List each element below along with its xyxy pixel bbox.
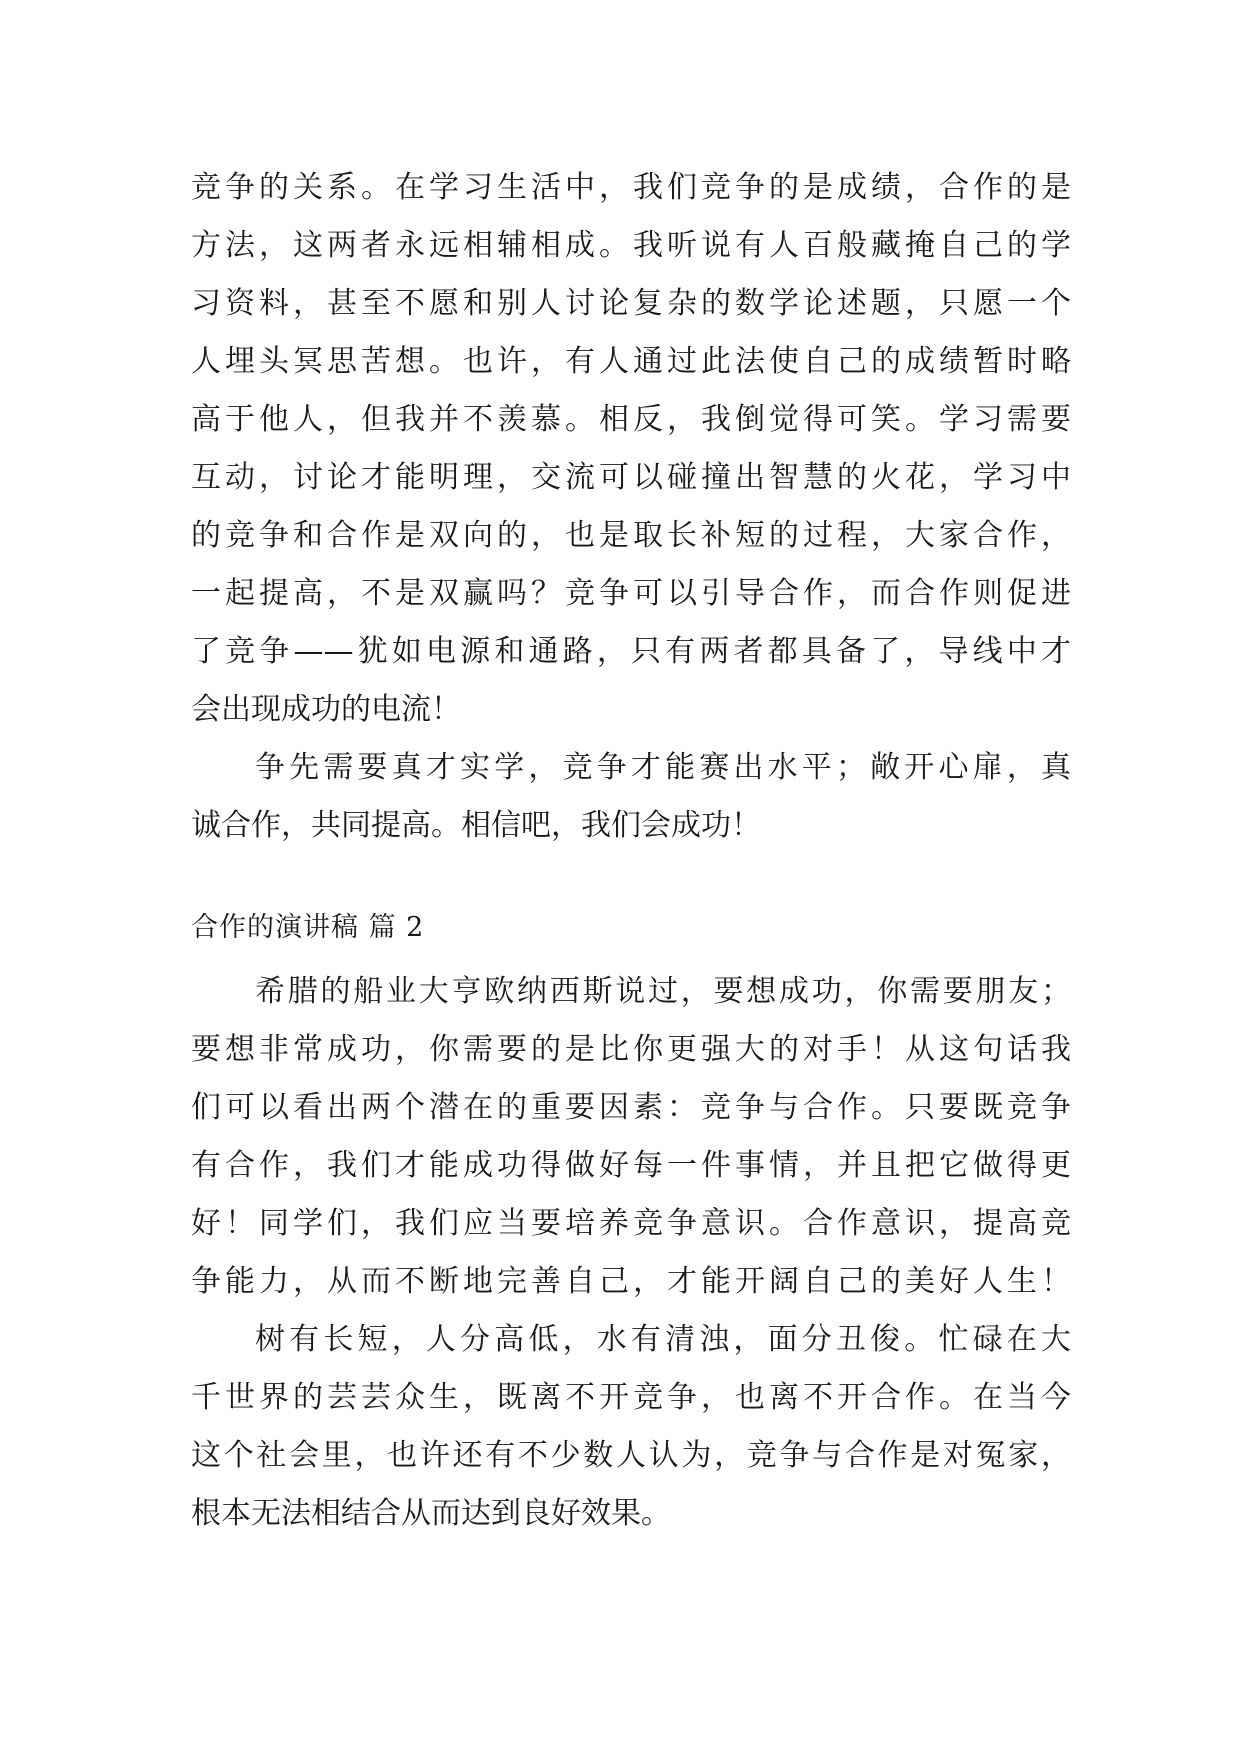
paragraph-line: 千世界的芸芸众生，既离不开竞争，也离不开合作。在当今: [191, 1380, 1071, 1415]
paragraph-line: 了竞争——犹如电源和通路，只有两者都具备了，导线中才: [191, 634, 1071, 669]
paragraph-line: 人埋头冥思苦想。也许，有人通过此法使自己的成绩暂时略: [191, 344, 1071, 379]
paragraph-line: 树有长短，人分高低，水有清浊，面分丑俊。忙碌在大: [255, 1322, 1071, 1357]
paragraph-line: 方法，这两者永远相辅相成。我听说有人百般藏掩自己的学: [191, 228, 1071, 263]
paragraph-line: 要想非常成功，你需要的是比你更强大的对手！从这句话我: [191, 1032, 1071, 1067]
paragraph-line: 这个社会里，也许还有不少数人认为，竞争与合作是对冤家，: [191, 1438, 1071, 1473]
paragraph-line: 互动，讨论才能明理，交流可以碰撞出智慧的火花，学习中: [191, 460, 1071, 495]
paragraph-line: 会出现成功的电流！: [191, 692, 461, 727]
paragraph-line: 争先需要真才实学，竞争才能赛出水平；敞开心扉，真: [255, 750, 1071, 785]
paragraph-line: 的竞争和合作是双向的，也是取长补短的过程，大家合作，: [191, 518, 1071, 553]
paragraph-line: 习资料，甚至不愿和别人讨论复杂的数学论述题，只愿一个: [191, 286, 1071, 321]
paragraph-line: 一起提高，不是双赢吗？竞争可以引导合作，而合作则促进: [191, 576, 1071, 611]
paragraph-line: 好！同学们，我们应当要培养竞争意识。合作意识，提高竞: [191, 1206, 1071, 1241]
paragraph-line: 争能力，从而不断地完善自己，才能开阔自己的美好人生！: [191, 1264, 1071, 1299]
paragraph-line: 根本无法相结合从而达到良好效果。: [191, 1496, 671, 1531]
paragraph-line: 有合作，我们才能成功得做好每一件事情，并且把它做得更: [191, 1148, 1071, 1183]
section-heading: 合作的演讲稿 篇 2: [191, 912, 425, 943]
paragraph-line: 们可以看出两个潜在的重要因素：竞争与合作。只要既竞争: [191, 1090, 1071, 1125]
paragraph-line: 诚合作，共同提高。相信吧，我们会成功！: [191, 808, 761, 843]
paragraph-line: 希腊的船业大亨欧纳西斯说过，要想成功，你需要朋友；: [255, 974, 1071, 1009]
paragraph-line: 高于他人，但我并不羡慕。相反，我倒觉得可笑。学习需要: [191, 402, 1071, 437]
paragraph-line: 竞争的关系。在学习生活中，我们竞争的是成绩，合作的是: [191, 170, 1071, 205]
